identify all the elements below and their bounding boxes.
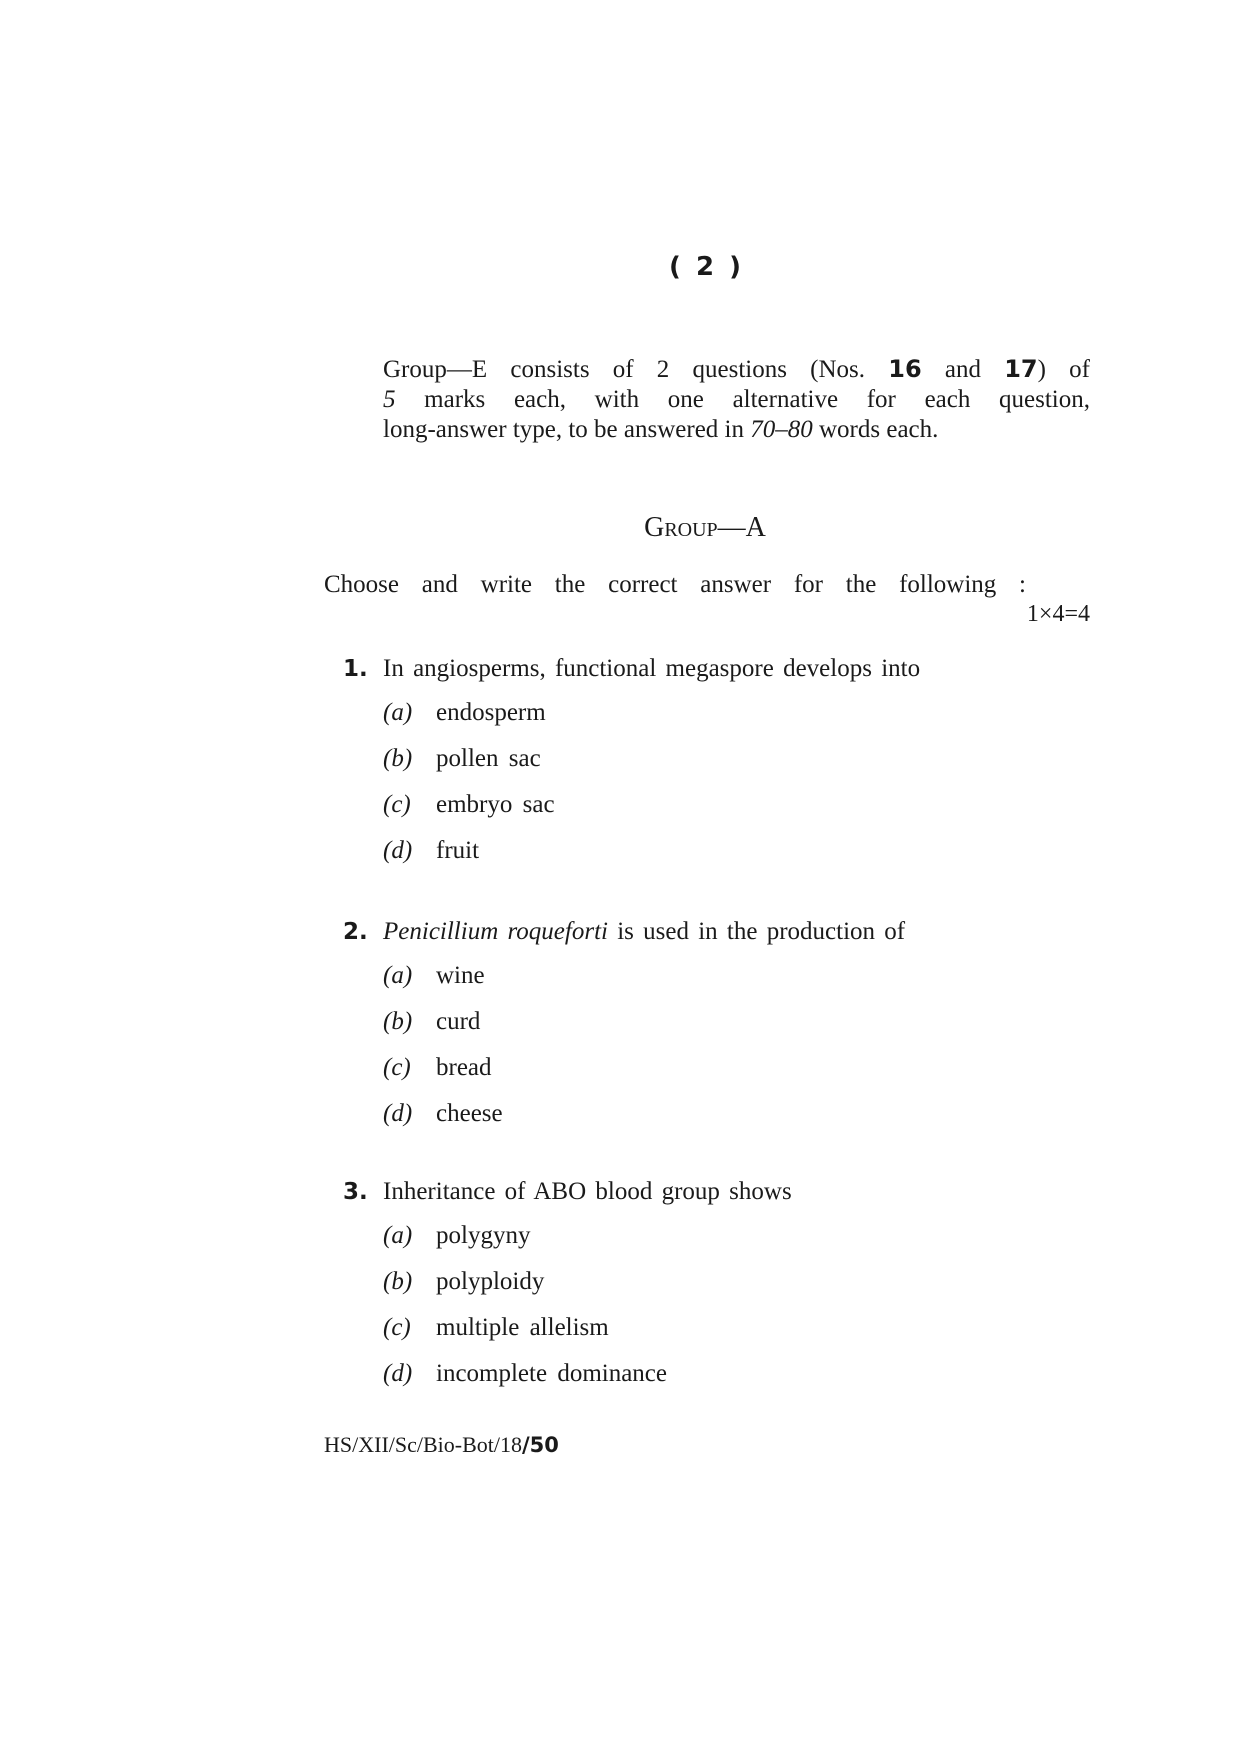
option-a [343, 957, 1063, 1003]
option-a [343, 1217, 1063, 1263]
question-3 [343, 1177, 1063, 1401]
option-text: multiple allelism [436, 1314, 609, 1341]
option-text: pollen sac [436, 745, 541, 772]
question-stem [343, 654, 1063, 694]
option-d [343, 1095, 1063, 1141]
question-number: 1. [343, 656, 368, 682]
paper-code-bold: /50 [522, 1433, 559, 1457]
group-e-description [383, 354, 1090, 445]
option-list [343, 1217, 1063, 1401]
option-text: incomplete dominance [436, 1360, 668, 1387]
question-text-rest: is used in the production of [607, 918, 906, 945]
intro-text: long-answer type, to be answered in [383, 416, 751, 443]
intro-line-2 [383, 385, 1090, 415]
intro-line-1 [383, 354, 1090, 385]
option-label: (b) [383, 1268, 413, 1295]
option-text: polygyny [436, 1222, 531, 1249]
option-label: (b) [383, 1008, 413, 1035]
question-number-ref: 16 [888, 355, 922, 383]
question-text [383, 917, 905, 947]
word-range: 70–80 [750, 416, 813, 443]
option-label: (d) [383, 837, 413, 864]
intro-line-3 [383, 415, 1090, 445]
option-label: (a) [383, 699, 413, 726]
option-a [343, 694, 1063, 740]
option-b [343, 1003, 1063, 1049]
page-number: ( 2 ) [669, 252, 741, 282]
option-text: curd [436, 1008, 481, 1035]
intro-text: Group—E consists of 2 questions (Nos. [383, 356, 889, 383]
question-number-ref: 17 [1004, 355, 1038, 383]
option-d [343, 1355, 1063, 1401]
option-label: (c) [383, 791, 411, 818]
marks-value: 5 [383, 386, 396, 413]
question-stem [343, 1177, 1063, 1217]
option-b [343, 1263, 1063, 1309]
option-b [343, 740, 1063, 786]
option-text: bread [436, 1054, 492, 1081]
option-label: (d) [383, 1360, 413, 1387]
question-text: Inheritance of ABO blood group shows [383, 1178, 792, 1205]
question-stem [343, 917, 1063, 957]
option-c [343, 1309, 1063, 1355]
intro-text: and [921, 356, 1005, 383]
option-text: embryo sac [436, 791, 555, 818]
species-name: Penicillium roqueforti [383, 918, 608, 945]
option-d [343, 832, 1063, 878]
option-text: cheese [436, 1100, 503, 1127]
option-text: endosperm [436, 699, 546, 726]
option-list [343, 957, 1063, 1141]
question-1 [343, 654, 1063, 878]
intro-text: ) of [1037, 356, 1090, 383]
intro-text: marks each, with one alternative for each question, [395, 386, 1090, 413]
option-label: (a) [383, 962, 413, 989]
option-text: polyploidy [436, 1268, 545, 1295]
option-label: (a) [383, 1222, 413, 1249]
option-c [343, 1049, 1063, 1095]
option-label: (b) [383, 745, 413, 772]
option-label: (c) [383, 1054, 411, 1081]
option-list [343, 694, 1063, 878]
option-text: wine [436, 962, 485, 989]
group-heading: Group—A [644, 512, 766, 543]
option-label: (c) [383, 1314, 411, 1341]
option-label: (d) [383, 1100, 413, 1127]
question-number: 3. [343, 1179, 368, 1205]
instruction-text: Choose and write the correct answer for the following : [324, 571, 1026, 598]
option-text: fruit [436, 837, 480, 864]
question-number: 2. [343, 919, 368, 945]
question-text: In angiosperms, functional megaspore develops into [383, 655, 921, 682]
question-2 [343, 917, 1063, 1141]
marks-allocation: 1×4=4 [1026, 601, 1090, 627]
paper-code-text: HS/XII/Sc/Bio-Bot/18 [324, 1432, 523, 1457]
paper-code [324, 1432, 559, 1458]
intro-text: words each. [812, 416, 939, 443]
option-c [343, 786, 1063, 832]
